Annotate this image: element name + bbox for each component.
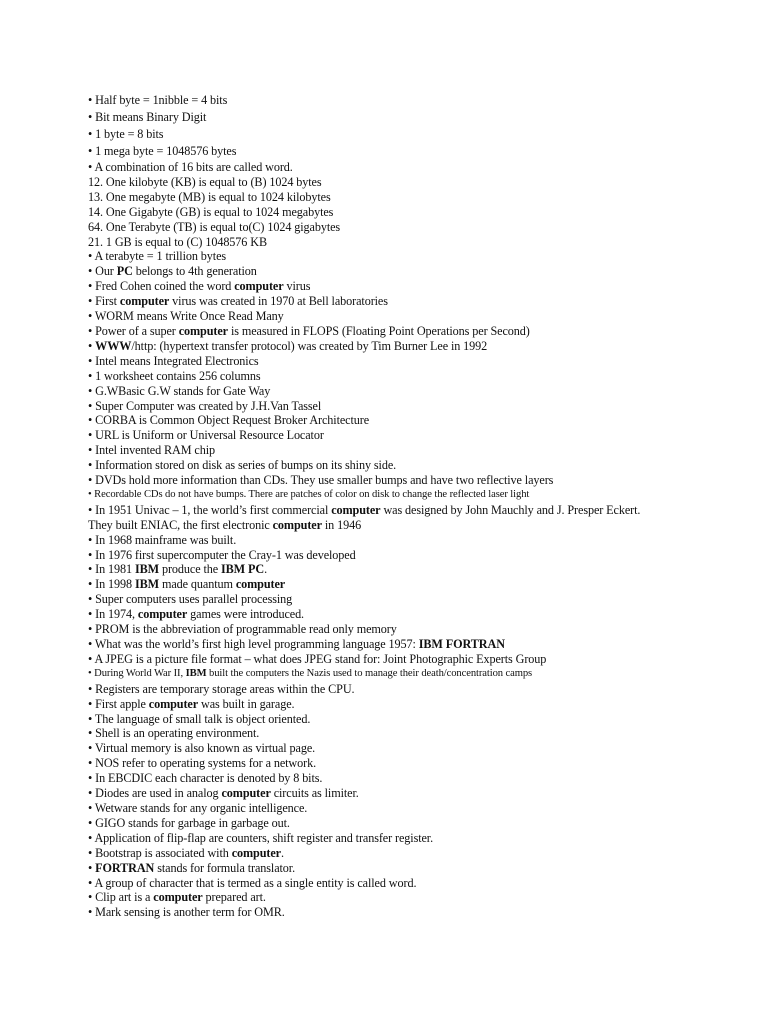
text-line: • First computer virus was created in 1970 at Bell laboratories <box>88 294 388 309</box>
text-line: • Half byte = 1nibble = 4 bits <box>88 93 228 107</box>
text-line: • Intel invented RAM chip <box>88 443 216 458</box>
text-line: They built ENIAC, the first electronic computer in 1946 <box>88 517 362 532</box>
text-line: • Virtual memory is also known as virtual page. <box>88 741 316 756</box>
text-line: • Fred Cohen coined the word computer virus <box>88 279 311 294</box>
text-line: • Information stored on disk as series of bumps on its shiny side. <box>88 458 397 473</box>
text-line: • In 1998 IBM made quantum computer <box>88 577 286 592</box>
text-line: • CORBA is Common Object Request Broker Architecture <box>88 413 370 428</box>
text-line: 14. One Gigabyte (GB) is equal to 1024 megabytes <box>88 204 334 219</box>
text-line: 12. One kilobyte (KB) is equal to (B) 1024 bytes <box>88 174 322 189</box>
text-line: • A JPEG is a picture file format – what does JPEG stand for: Joint Photographic Experts Group <box>88 651 547 666</box>
text-line: • During World War II, IBM built the computers the Nazis used to manage their death/concentration camps <box>88 667 533 679</box>
text-line: • In 1951 Univac – 1, the world’s first commercial computer was designed by John Mauchly and J. Presper Eckert. <box>88 502 641 517</box>
text-line: • Shell is an operating environment. <box>88 726 260 741</box>
text-line: • Application of flip-flap are counters, shift register and transfer register. <box>88 830 434 845</box>
text-line: • A group of character that is termed as a single entity is called word. <box>88 875 417 890</box>
text-line: • 1 worksheet contains 256 columns <box>88 368 261 383</box>
text-line: 21. 1 GB is equal to (C) 1048576 KB <box>88 234 267 249</box>
text-line: • Wetware stands for any organic intelligence. <box>88 800 308 815</box>
text-line: • What was the world’s first high level programming language 1957: IBM FORTRAN <box>88 637 505 651</box>
text-line: • Registers are temporary storage areas within the CPU. <box>88 681 355 696</box>
text-line: • NOS refer to operating systems for a network. <box>88 756 317 771</box>
text-line: • In 1981 IBM produce the IBM PC. <box>88 562 268 577</box>
text-line: • 1 byte = 8 bits <box>88 127 164 141</box>
text-line: • Super Computer was created by J.H.Van Tassel <box>88 398 322 413</box>
text-line: • Recordable CDs do not have bumps. There are patches of color on disk to change the reflected laser light <box>88 488 530 500</box>
text-line: • G.WBasic G.W stands for Gate Way <box>88 383 271 398</box>
text-line: • FORTRAN stands for formula translator. <box>88 860 296 875</box>
text-line: • WORM means Write Once Read Many <box>88 309 284 324</box>
text-line: • First apple computer was built in garage. <box>88 696 295 711</box>
text-line: • URL is Uniform or Universal Resource Locator <box>88 428 324 443</box>
text-line: • In EBCDIC each character is denoted by 8 bits. <box>88 771 323 786</box>
document-page <box>88 92 758 920</box>
text-line: • Bootstrap is associated with computer. <box>88 845 284 860</box>
text-line: • PROM is the abbreviation of programmable read only memory <box>88 622 397 637</box>
text-line: • In 1968 mainframe was built. <box>88 532 237 547</box>
text-line: 64. One Terabyte (TB) is equal to(C) 1024 gigabytes <box>88 219 341 234</box>
text-line: • In 1974, computer games were introduced. <box>88 607 305 622</box>
text-line: • DVDs hold more information than CDs. They use smaller bumps and have two reflective layers <box>88 473 554 488</box>
text-line: • A terabyte = 1 trillion bytes <box>88 249 227 264</box>
text-line: • Intel means Integrated Electronics <box>88 353 259 368</box>
text-line: • Clip art is a computer prepared art. <box>88 890 266 905</box>
text-line: • Bit means Binary Digit <box>88 110 207 124</box>
text-line: • Super computers uses parallel processing <box>88 592 293 607</box>
text-line: • In 1976 first supercomputer the Cray-1 was developed <box>88 547 356 562</box>
text-line: • Mark sensing is another term for OMR. <box>88 905 285 920</box>
text-line: • Power of a super computer is measured in FLOPS (Floating Point Operations per Second) <box>88 323 530 338</box>
text-line: • A combination of 16 bits are called word. <box>88 160 293 174</box>
text-line: • GIGO stands for garbage in garbage out. <box>88 815 290 830</box>
text-line: • The language of small talk is object oriented. <box>88 711 311 726</box>
text-line: • Diodes are used in analog computer circuits as limiter. <box>88 786 359 801</box>
text-line: • 1 mega byte = 1048576 bytes <box>88 144 237 158</box>
text-line: • Our PC belongs to 4th generation <box>88 264 257 279</box>
text-line: • WWW/http: (hypertext transfer protocol) was created by Tim Burner Lee in 1992 <box>88 338 488 353</box>
text-line: 13. One megabyte (MB) is equal to 1024 kilobytes <box>88 189 331 204</box>
